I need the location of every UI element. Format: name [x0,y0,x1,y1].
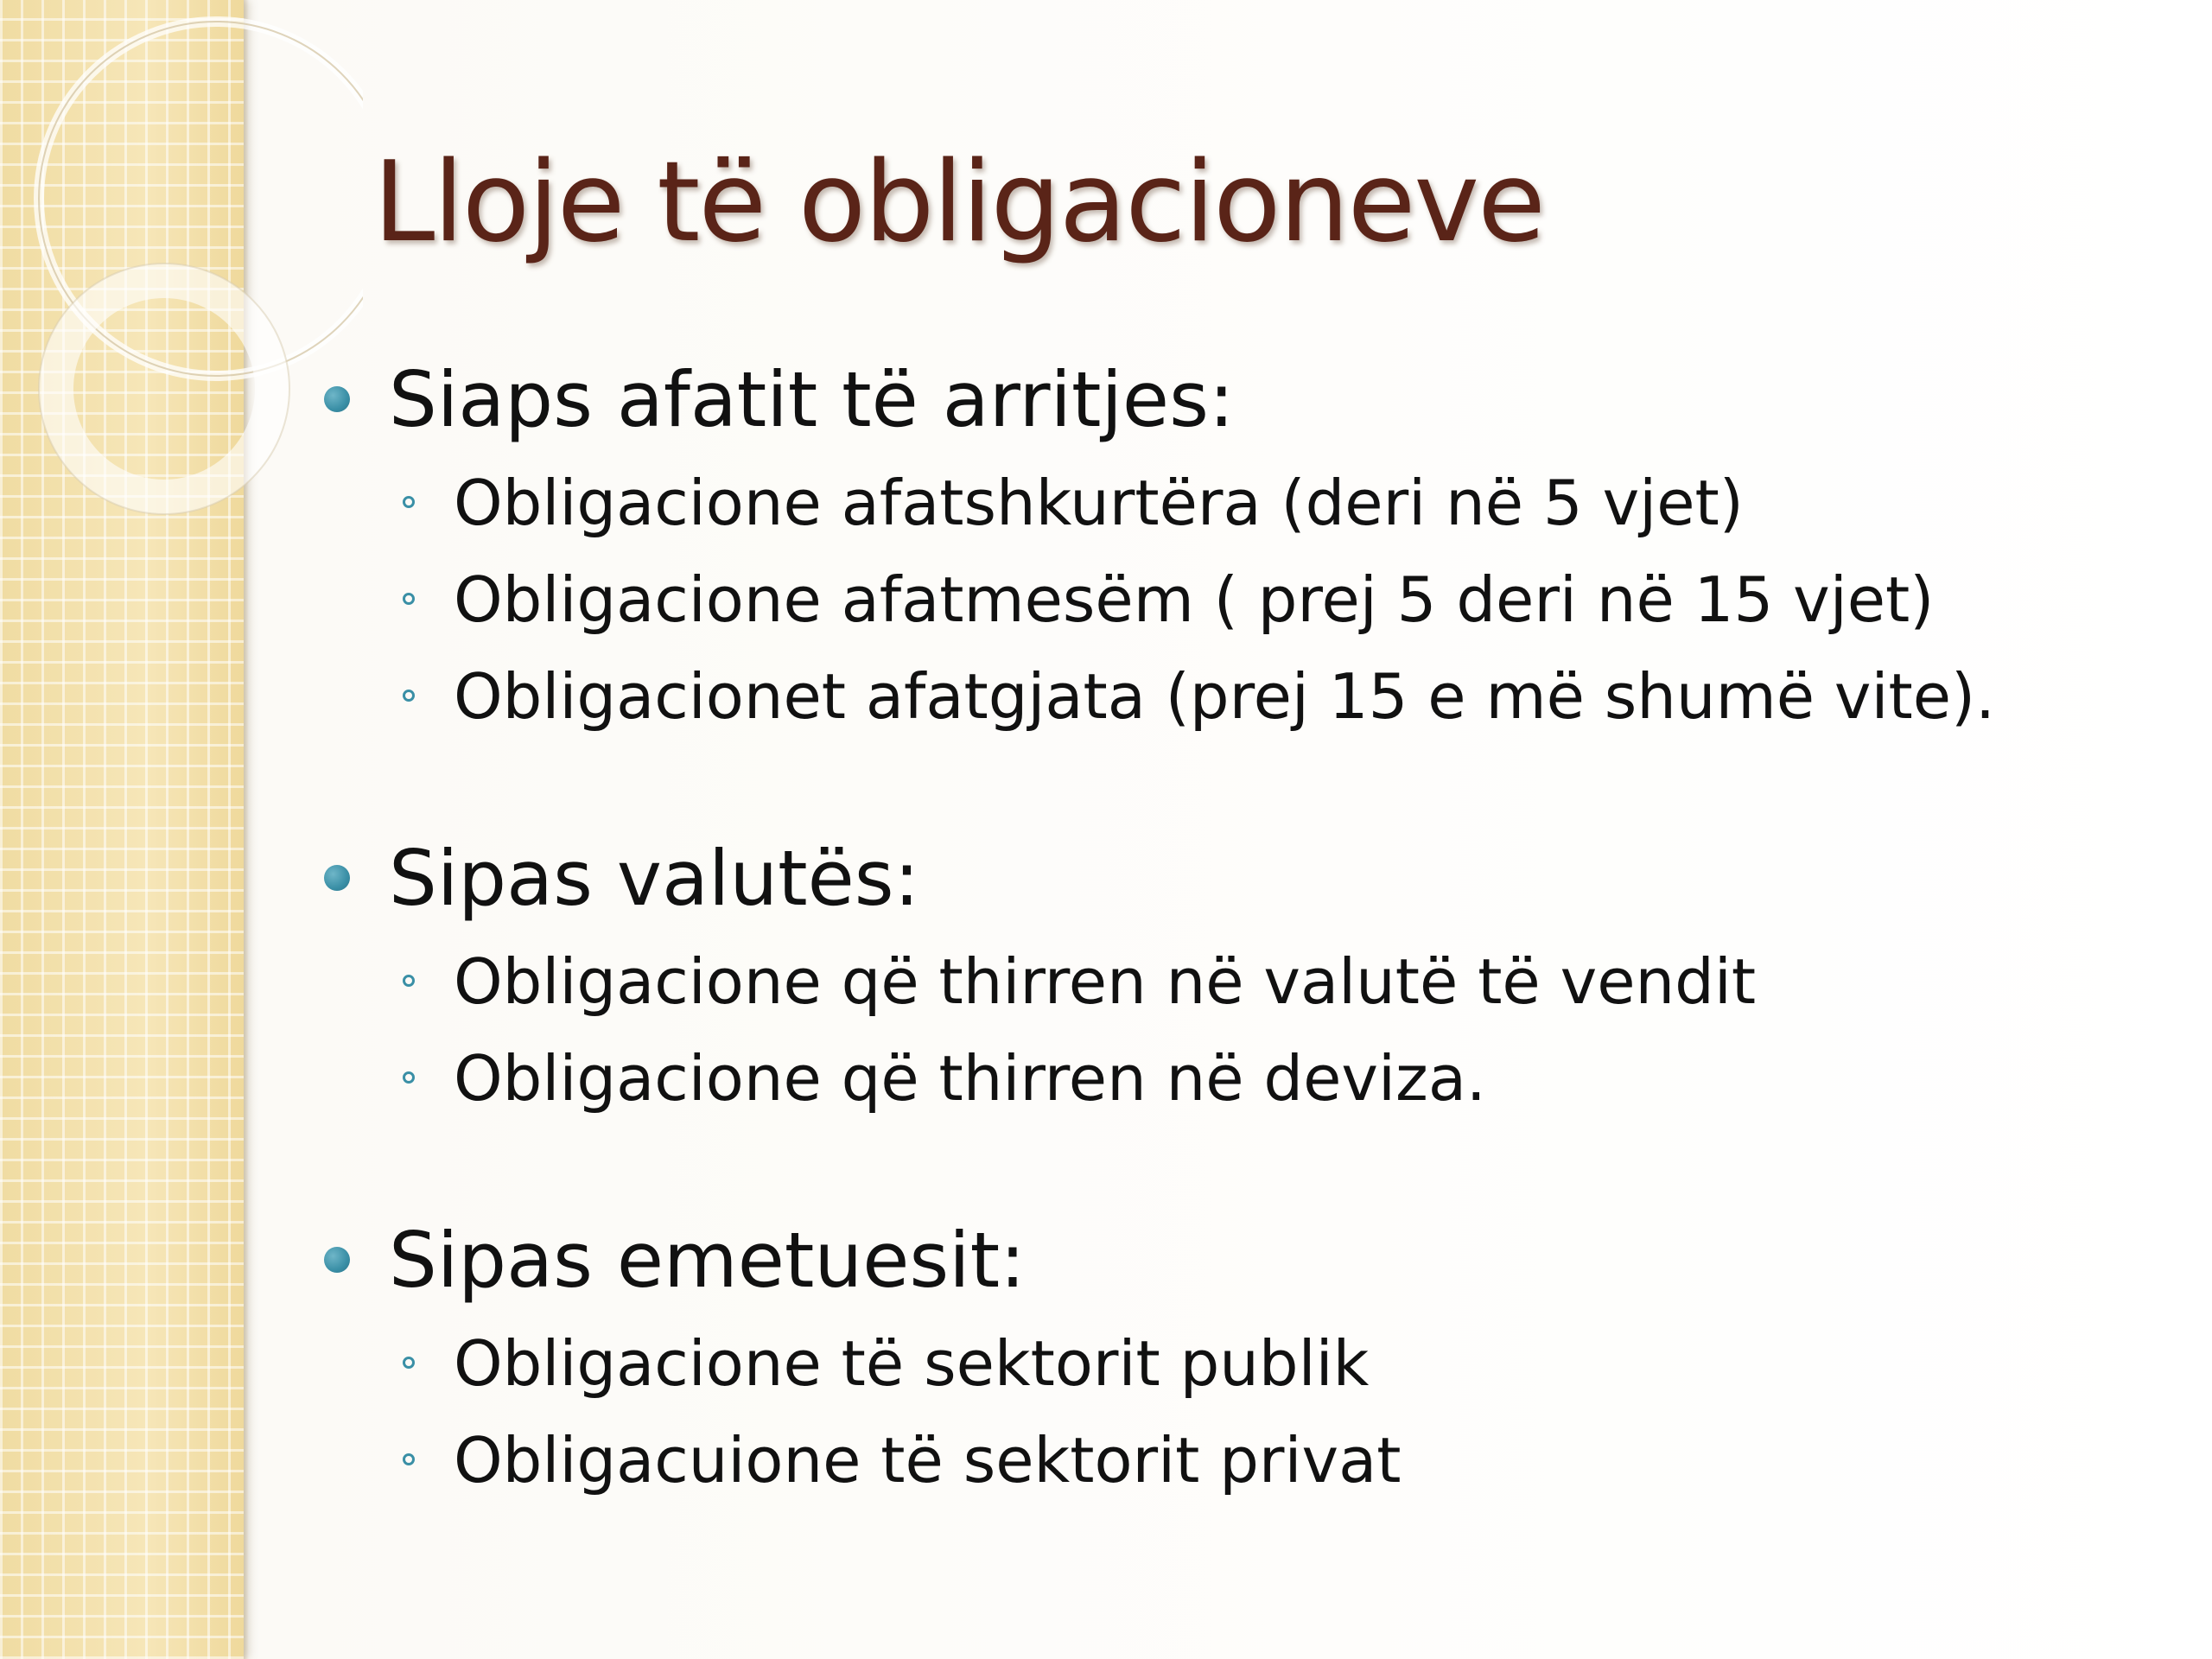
hollow-circle-bullet-icon [403,975,415,987]
filled-circle-bullet-icon [324,386,350,412]
section-heading: Sipas emetuesit: [389,1216,1026,1305]
bullet-level1 [320,824,2177,933]
hollow-circle-bullet-icon [403,1071,415,1084]
hollow-circle-bullet-icon [403,1453,415,1465]
bullet-level1 [320,1206,2177,1315]
hollow-circle-bullet-icon [403,690,415,702]
section-by-issuer [320,1206,2177,1509]
small-ring [56,281,272,497]
section-by-currency [320,824,2177,1127]
bullet-content [320,346,2177,1588]
list-item: Obligacione që thirren në valutë të vendit [454,945,1757,1018]
section-heading: Siaps afatit të arritjes: [389,355,1235,444]
slide-title: Lloje të obligacioneve [373,138,1544,267]
bullet-level2 [320,648,2177,745]
hollow-circle-bullet-icon [403,1357,415,1369]
list-item: Obligacionet afatgjata (prej 15 e më shumë vite). [454,660,1996,733]
bullet-level1 [320,346,2177,454]
list-item: Obligacuione të sektorit privat [454,1424,1402,1497]
section-by-maturity [320,346,2177,745]
list-item: Obligacione afatshkurtëra (deri në 5 vjet) [454,467,1744,539]
list-item: Obligacione afatmesëm ( prej 5 deri në 15 vjet) [454,563,1935,636]
bullet-level2 [320,1412,2177,1509]
list-item: Obligacione që thirren në deviza. [454,1042,1486,1115]
bullet-level2 [320,1030,2177,1127]
filled-circle-bullet-icon [324,865,350,891]
hollow-circle-bullet-icon [403,496,415,508]
bullet-level2 [320,1315,2177,1412]
overlapping-rings-decoration [0,0,363,605]
hollow-circle-bullet-icon [403,593,415,605]
filled-circle-bullet-icon [324,1247,350,1273]
bullet-level2 [320,454,2177,551]
list-item: Obligacione të sektorit publik [454,1327,1370,1400]
section-heading: Sipas valutës: [389,834,920,923]
bullet-level2 [320,551,2177,648]
bullet-level2 [320,933,2177,1030]
